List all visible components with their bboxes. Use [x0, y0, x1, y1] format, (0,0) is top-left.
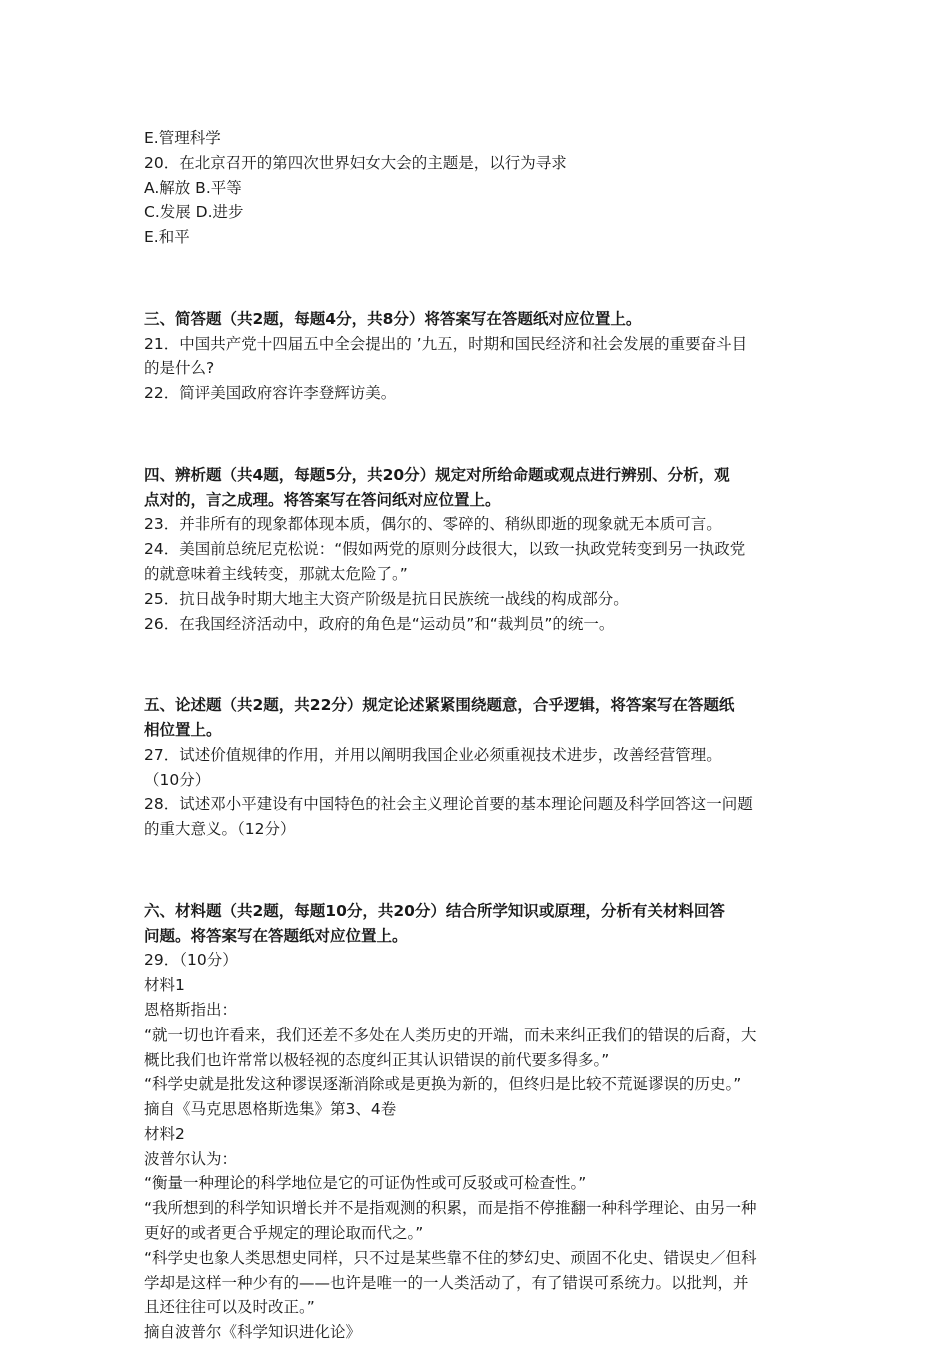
text-line: 28．试述邓小平建设有中国特色的社会主义理论首要的基本理论问题及科学回答这一问题	[144, 795, 753, 814]
text-line: “衡量一种理论的科学地位是它的可证伪性或可反驳或可检查性。”	[144, 1174, 587, 1193]
text-line: “我所想到的科学知识增长并不是指观测的积累，而是指不停推翻一种科学理论、由另一种	[144, 1199, 757, 1218]
text-line: 25．抗日战争时期大地主大资产阶级是抗日民族统一战线的构成部分。	[144, 589, 629, 608]
text-line: 27．试述价值规律的作用，并用以阐明我国企业必须重视技术进步，改善经营管理。	[144, 745, 722, 764]
section-heading-line: 六、材料题（共2题，每题10分，共20分）结合所学知识或原理，分析有关材料回答	[144, 901, 725, 920]
text-line: 20．在北京召开的第四次世界妇女大会的主题是，以行为寻求	[144, 153, 567, 172]
text-line: 22．简评美国政府容许李登辉访美。	[144, 384, 397, 403]
section-heading-line: 四、辨析题（共4题，每题5分，共20分）规定对所给命题或观点进行辨别、分析，观	[144, 465, 730, 484]
text-line: 且还往往可以及时改正。”	[144, 1298, 315, 1317]
paragraph-gap	[144, 858, 814, 883]
paragraph-gap	[144, 422, 814, 447]
text-line: 23．并非所有的现象都体现本质，偶尔的、零碎的、稍纵即逝的现象就无本质可言。	[144, 515, 722, 534]
text-line: A.解放 B.平等	[144, 178, 242, 197]
text-line: C.发展 D.进步	[144, 203, 244, 222]
text-line: E.和平	[144, 228, 190, 247]
text-line: 材料1	[144, 976, 185, 995]
section-heading-line: 五、论述题（共2题，共22分）规定论述紧紧围绕题意，合乎逻辑，将答案写在答题纸	[144, 696, 735, 715]
text-line: 的是什么?	[144, 359, 215, 378]
document-page	[144, 126, 814, 1345]
section-heading-line: 点对的，言之成理。将答案写在答问纸对应位置上。	[144, 490, 501, 509]
text-line: “科学史也象人类思想史同样，只不过是某些靠不住的梦幻史、顽固不化史、错误史／但科	[144, 1248, 757, 1267]
text-line: 恩格斯指出：	[144, 1000, 238, 1019]
text-line: 21．中国共产党十四届五中全会提出的 ’九五，时期和国民经济和社会发展的重要奋斗目	[144, 334, 748, 353]
paragraph-gap	[144, 652, 814, 677]
text-line: 学却是这样一种少有的——也许是唯一的一人类活动了，有了错误可系统力。以批判，并	[144, 1273, 749, 1292]
text-line: 更好的或者更合乎规定的理论取而代之。”	[144, 1224, 424, 1243]
text-line: 29．（10分）	[144, 951, 238, 970]
text-line: 摘自《马克思恩格斯选集》第3、4卷	[144, 1100, 397, 1119]
text-line: 26．在我国经济活动中，政府的角色是“运动员”和“裁判员”的统一。	[144, 614, 615, 633]
paragraph-gap	[144, 266, 814, 291]
text-line: 摘自波普尔《科学知识进化论》	[144, 1323, 362, 1342]
text-line: “就一切也许看来，我们还差不多处在人类历史的开端，而未来纠正我们的错误的后裔，大	[144, 1025, 757, 1044]
section-heading-line: 相位置上。	[144, 720, 222, 739]
text-line: 概比我们也许常常以极轻视的态度纠正其认识错误的前代要多得多。”	[144, 1050, 610, 1069]
text-line: 24．美国前总统尼克松说：“假如两党的原则分歧很大，以致一执政党转变到另一执政党	[144, 540, 746, 559]
text-line: 的就意味着主线转变，那就太危险了。”	[144, 564, 408, 583]
text-line: “科学史就是批发这种谬误逐渐消除或是更换为新的，但终归是比较不荒诞谬误的历史。”	[144, 1075, 742, 1094]
text-line: 的重大意义。（12分）	[144, 820, 296, 839]
text-line: 材料2	[144, 1124, 185, 1143]
text-line: 波普尔认为：	[144, 1149, 238, 1168]
text-line: E.管理科学	[144, 129, 221, 147]
section-heading-line: 三、简答题（共2题，每题4分，共8分）将答案写在答题纸对应位置上。	[144, 309, 642, 328]
text-line: （10分）	[144, 770, 211, 789]
section-heading-line: 问题。将答案写在答题纸对应位置上。	[144, 926, 408, 945]
